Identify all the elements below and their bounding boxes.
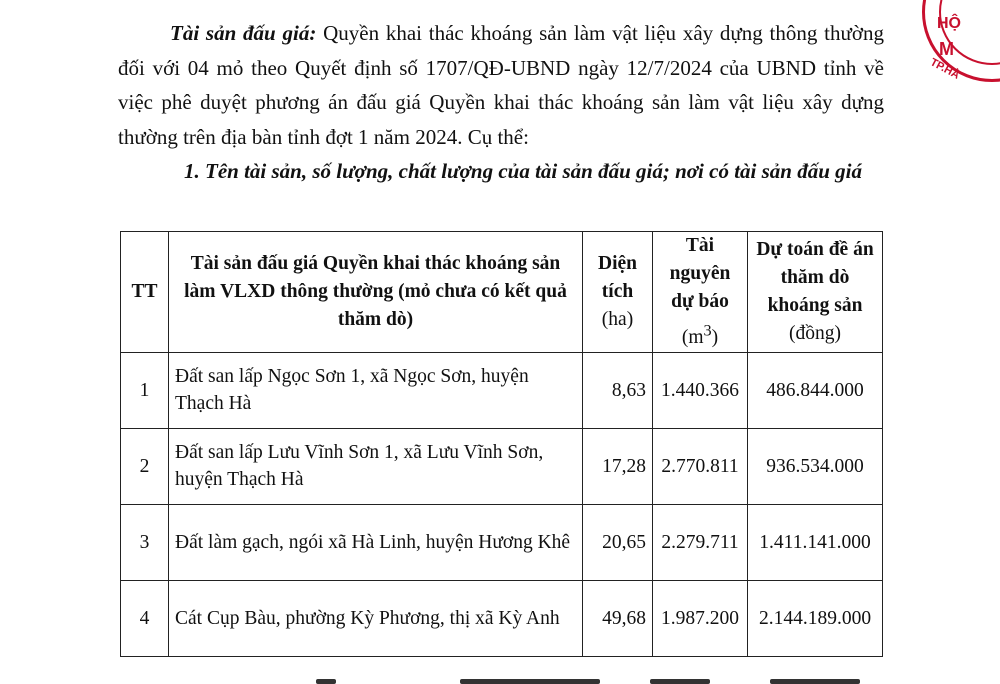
intro-paragraph bbox=[118, 16, 884, 154]
row-tt: 2 bbox=[121, 428, 169, 504]
row-resource: 1.440.366 bbox=[653, 352, 748, 428]
stamp-text-3: TP.HÀ bbox=[928, 56, 962, 82]
header-resource bbox=[653, 232, 748, 353]
stamp-text-1: HỘ bbox=[937, 15, 961, 32]
stamp-text-2: M bbox=[939, 39, 954, 59]
header-asset: Tài sản đấu giá Quyền khai thác khoáng sản làm VLXD thông thường (mỏ chưa có kết quả thăm dò) bbox=[169, 232, 583, 353]
header-resource-unit-close: ) bbox=[711, 326, 719, 348]
row-estimate: 936.534.000 bbox=[748, 428, 883, 504]
header-estimate-label: Dự toán đề án thăm dò khoáng sản bbox=[756, 238, 874, 316]
header-area-unit: (ha) bbox=[601, 308, 634, 330]
table-header-row bbox=[121, 232, 883, 353]
row-area: 8,63 bbox=[583, 352, 653, 428]
cropped-previous-line bbox=[108, 0, 928, 4]
header-resource-unit-base: (m bbox=[681, 326, 704, 348]
header-area-label: Diện tích bbox=[598, 252, 637, 302]
row-asset: Đất làm gạch, ngói xã Hà Linh, huyện Hương Khê bbox=[169, 504, 583, 580]
header-resource-unit-exp: 3 bbox=[703, 321, 712, 339]
row-asset: Cát Cụp Bàu, phường Kỳ Phương, thị xã Kỳ Anh bbox=[169, 580, 583, 656]
section-heading: 1. Tên tài sản, số lượng, chất lượng của tài sản đấu giá; nơi có tài sản đấu giá bbox=[184, 159, 862, 183]
row-tt: 3 bbox=[121, 504, 169, 580]
row-resource: 2.770.811 bbox=[653, 428, 748, 504]
row-estimate: 486.844.000 bbox=[748, 352, 883, 428]
table-row bbox=[121, 580, 883, 656]
table-row bbox=[121, 504, 883, 580]
row-asset: Đất san lấp Lưu Vĩnh Sơn 1, xã Lưu Vĩnh Sơn, huyện Thạch Hà bbox=[169, 428, 583, 504]
row-tt: 1 bbox=[121, 352, 169, 428]
header-estimate-unit: (đồng) bbox=[789, 322, 841, 344]
header-area bbox=[583, 232, 653, 353]
intro-text: Quyền khai thác khoáng sản làm vật liệu xây dựng thông thường đối với 04 mỏ theo Quyết định số 1707/QĐ-UBND ngày 12/7/2024 của UBND tỉnh về việc phê duyệt phương án đấu giá Quyền khai thác khoáng sản làm vật liệu xây dựng thường trên địa bàn tỉnh đợt 1 năm 2024. Cụ thể: bbox=[118, 21, 884, 149]
intro-label: Tài sản đấu giá: bbox=[170, 21, 317, 45]
header-resource-unit bbox=[681, 321, 719, 348]
row-estimate: 1.411.141.000 bbox=[748, 504, 883, 580]
header-resource-label: Tài nguyên dự báo bbox=[669, 235, 731, 312]
row-area: 20,65 bbox=[583, 504, 653, 580]
row-area: 49,68 bbox=[583, 580, 653, 656]
table-row bbox=[121, 428, 883, 504]
red-seal-stamp bbox=[922, 0, 1000, 82]
cropped-next-line bbox=[130, 676, 890, 684]
header-estimate bbox=[748, 232, 883, 353]
table-row bbox=[121, 352, 883, 428]
row-area: 17,28 bbox=[583, 428, 653, 504]
row-resource: 2.279.711 bbox=[653, 504, 748, 580]
row-estimate: 2.144.189.000 bbox=[748, 580, 883, 656]
row-resource: 1.987.200 bbox=[653, 580, 748, 656]
header-tt: TT bbox=[121, 232, 169, 353]
row-tt: 4 bbox=[121, 580, 169, 656]
row-asset: Đất san lấp Ngọc Sơn 1, xã Ngọc Sơn, huyện Thạch Hà bbox=[169, 352, 583, 428]
asset-table bbox=[120, 231, 883, 657]
